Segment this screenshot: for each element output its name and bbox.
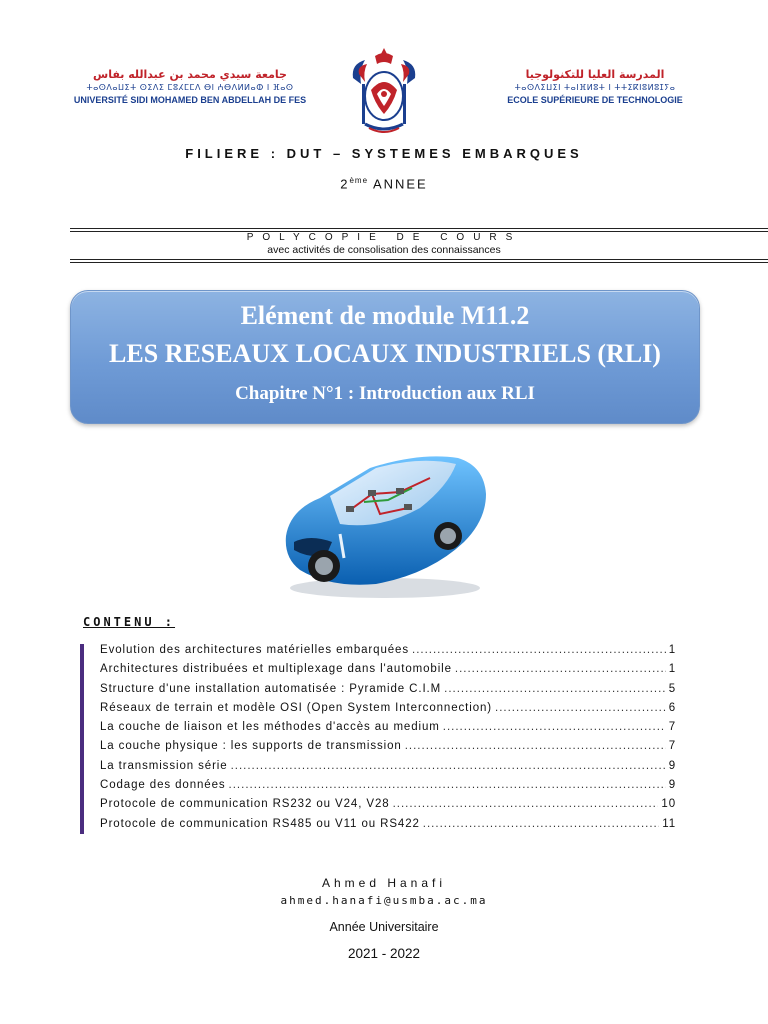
toc-item-text: Structure d'une installation automatisée : Pyramide C.I.M — [100, 682, 442, 695]
toc-item — [100, 663, 676, 682]
academic-year-label: Année Universitaire — [329, 920, 439, 934]
divider — [70, 228, 768, 229]
toc-item-text: La couche de liaison et les méthodes d'accès au medium — [100, 721, 440, 734]
school-name-arabic: المدرسة العليا للتكنولوجيا — [525, 68, 665, 81]
university-name-french: UNIVERSITÉ SIDI MOHAMED BEN ABDELLAH DE FES — [73, 95, 307, 105]
toc-item — [100, 818, 676, 837]
toc-item — [100, 683, 676, 702]
toc-leader — [444, 683, 666, 695]
divider — [70, 262, 768, 263]
toc-item — [100, 721, 676, 740]
toc-item-text: Evolution des architectures matérielles embarquées — [100, 644, 409, 656]
toc-leader — [231, 760, 666, 772]
toc-leader — [412, 644, 666, 656]
annee-number: 2 — [340, 176, 350, 192]
school-name-tifinagh: ⵜⴰⵙⴷⵉⵡⵉⵏ ⵜⴰⵏⴼⵍⵓⵜ ⵏ ⵜⵜⵉⴽⵏⵓⵍⵓⵊⵢⴰ — [514, 83, 676, 92]
toc-item-page: 6 — [668, 701, 676, 714]
academic-year: 2021 - 2022 — [347, 946, 421, 961]
divider — [70, 259, 768, 260]
toc-leader — [495, 702, 666, 714]
annee-superscript: ème — [349, 176, 369, 185]
toc-item — [100, 760, 676, 779]
university-header — [40, 68, 340, 106]
university-emblem-icon — [345, 44, 423, 136]
toc-item-page: 11 — [662, 817, 676, 830]
university-name-tifinagh: ⵜⴰⵙⴷⴰⵡⵉⵜ ⵙⵉⴷⵉ ⵎⵓⵃⵎⵎⴷ ⴱⵏ ⵄⴱⴷⵍⵍⴰⵀ ⵏ ⴼⴰⵙ — [86, 83, 294, 92]
chapter-title: Chapitre N°1 : Introduction aux RLI — [235, 383, 535, 404]
toc-leader — [455, 663, 666, 675]
toc-leader — [405, 740, 666, 752]
toc-item-page: 9 — [668, 779, 676, 792]
module-main-title: LES RESEAUX LOCAUX INDUSTRIELS (RLI) — [109, 339, 661, 368]
polycopie-title: POLYCOPIE DE COURS — [246, 232, 522, 243]
toc-item — [100, 779, 676, 798]
university-name-arabic: جامعة سيدي محمد بن عبدالله بفاس — [93, 68, 287, 81]
module-banner — [70, 290, 700, 424]
toc-item-page: 5 — [668, 682, 676, 695]
toc-item-page: 9 — [668, 759, 676, 772]
annee-label — [0, 176, 768, 191]
author-email[interactable]: ahmed.hanafi@usmba.ac.ma — [280, 894, 488, 907]
toc-leader — [423, 818, 659, 830]
toc-item — [100, 798, 676, 817]
toc-item-text: Protocole de communication RS485 ou V11 ou RS422 — [100, 817, 420, 830]
school-name-french: ECOLE SUPÉRIEURE DE TECHNOLOGIE — [507, 95, 683, 105]
networked-car-illustration — [280, 438, 490, 600]
toc-item-page: 1 — [668, 644, 676, 656]
toc-item-text: La couche physique : les supports de transmission — [100, 740, 402, 753]
toc-leader — [443, 721, 666, 733]
toc-item — [100, 702, 676, 721]
toc-item — [100, 740, 676, 759]
toc-item-text: Réseaux de terrain et modèle OSI (Open System Interconnection) — [100, 701, 493, 714]
filiere-title: FILIERE : DUT – SYSTEMES EMBARQUES — [185, 146, 583, 161]
author-name: Ahmed Hanafi — [321, 876, 447, 890]
toc-item-page: 7 — [668, 740, 676, 753]
polycopie-subtitle: avec activités de consolisation des connaissances — [267, 244, 501, 256]
annee-text: ANNEE — [368, 176, 428, 192]
toc-leader — [229, 779, 666, 791]
module-element-title: Elément de module M11.2 — [240, 301, 530, 330]
school-header — [470, 68, 720, 106]
toc-item — [100, 644, 676, 663]
table-of-contents — [100, 644, 676, 837]
toc-item-page: 10 — [661, 798, 676, 811]
contents-heading: CONTENU : — [83, 615, 176, 629]
toc-item-text: Protocole de communication RS232 ou V24, V28 — [100, 798, 390, 811]
toc-item-text: Architectures distribuées et multiplexage dans l'automobile — [100, 663, 452, 676]
toc-item-page: 7 — [668, 721, 676, 734]
toc-item-page: 1 — [668, 663, 676, 676]
toc-leader — [393, 798, 659, 810]
contents-accent-bar — [80, 644, 84, 834]
toc-item-text: La transmission série — [100, 759, 228, 772]
toc-item-text: Codage des données — [100, 779, 226, 792]
